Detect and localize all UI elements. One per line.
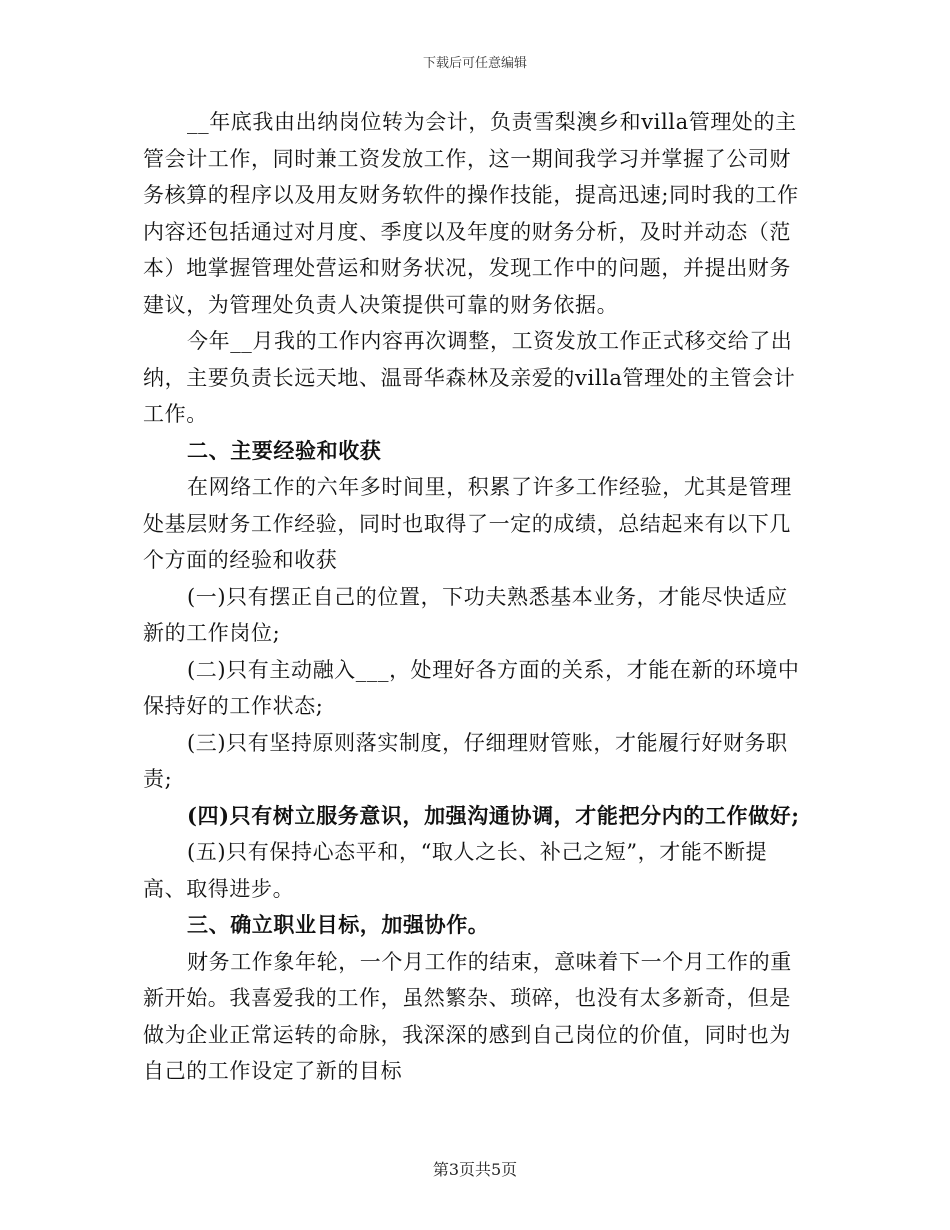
paragraph-adjustment: 今年__月我的工作内容再次调整，工资发放工作正式移交给了出纳，主要负责长远天地、温哥华森林及亲爱的villa管理处的主管会计工作。: [143, 329, 796, 426]
list-item-1: (一)只有摆正自己的位置，下功夫熟悉基本业务，才能尽快适应新的工作岗位;: [143, 584, 788, 645]
paragraph-experience-intro: 在网络工作的六年多时间里，积累了许多工作经验，尤其是管理处基层财务工作经验，同时也取得了一定的成绩，总结起来有以下几个方面的经验和收获: [143, 475, 792, 572]
section-heading-goals: 三、确立职业目标，加强协作。: [187, 912, 490, 937]
section-heading-experience: 二、主要经验和收获: [187, 437, 382, 463]
page-number: 第3页共5页: [432, 1160, 518, 1179]
list-item-4: (四)只有树立服务意识，加强沟通协调，才能把分内的工作做好;: [187, 802, 800, 828]
paragraph-goals: 财务工作象年轮，一个月工作的结束，意味着下一个月工作的重新开始。我喜爱我的工作，虽然繁杂、琐碎，也没有太多新奇，但是做为企业正常运转的命脉，我深深的感到自己岗位的价值，同时也为自己的工作设定了新的目标: [143, 949, 792, 1083]
document-body: [143, 104, 807, 1090]
list-item-3: (三)只有坚持原则落实制度，仔细理财管账，才能履行好财务职责;: [143, 730, 788, 791]
list-item-2: (二)只有主动融入___，处理好各方面的关系，才能在新的环境中保持好的工作状态;: [143, 657, 800, 718]
paragraph-role-change: __年底我由出纳岗位转为会计，负责雪梨澳乡和villa管理处的主管会计工作，同时兼工资发放工作，这一期间我学习并掌握了公司财务核算的程序以及用友财务软件的操作技能，提高迅速;同时我的工作内容还包括通过对月度、季度以及年度的财务分析，及时并动态（范本）地掌握管理处营运和财务状况，发现工作中的问题，并提出财务建议，为管理处负责人决策提供可靠的财务依据。: [143, 110, 799, 317]
page-header: 下载后可任意编辑: [422, 56, 527, 71]
list-item-5: (五)只有保持心态平和，“取人之长、补己之短”，才能不断提高、取得进步。: [143, 840, 768, 901]
